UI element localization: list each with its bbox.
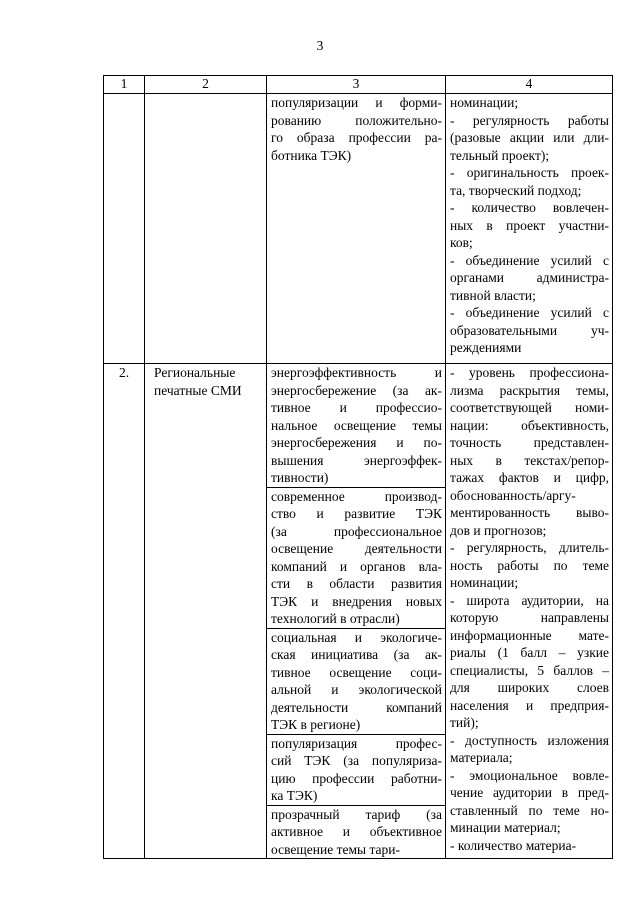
row2-criteria-line: населения и предприя- <box>450 697 609 713</box>
header-cell-4: 4 <box>446 76 613 94</box>
row1-criteria-line: - количество вовлечен- <box>450 200 609 215</box>
row2-criteria-line: соответствующей номи- <box>450 400 609 415</box>
row1-criteria-line: реждениями <box>450 340 522 355</box>
row2-topic-line: энергоэффективность и <box>271 365 442 380</box>
row2-criteria-line: номинации; <box>450 575 519 590</box>
row1-criteria-line: - регулярность работы <box>450 112 609 128</box>
row2-topic-line: активное и объективное <box>271 824 442 839</box>
row2-topic-line: альной и экологической <box>271 682 442 697</box>
row2-topic-line: энергосбережение (за ак- <box>271 382 442 398</box>
row2-criteria-line: материала; <box>450 750 513 765</box>
row2-criteria-line: - эмоциональное вовле- <box>450 767 609 783</box>
row1-criteria-line: тельный проект); <box>450 147 550 163</box>
header-cell-1: 1 <box>104 76 145 94</box>
row1-criteria-line: тивной власти; <box>450 287 536 303</box>
row2-criteria-line: ных в текстах/репор- <box>450 452 609 468</box>
row2-topic-line: технологий в отрасли) <box>271 611 400 626</box>
row2-criteria-line: - уровень профессиона- <box>450 365 609 380</box>
row2-criteria-line: специалисты, 5 баллов – <box>450 662 609 678</box>
row2-topic-line: цию профессии работни- <box>271 770 442 786</box>
row1-criteria-line: ных в проект участни- <box>450 217 609 233</box>
row2-number: 2. <box>118 365 130 380</box>
row2-topic-block <box>267 364 445 487</box>
row1-topic-line: популяризации и форми- <box>271 95 442 110</box>
header-cell-2: 2 <box>145 76 267 94</box>
row1-criteria-line: (разовые акции или дли- <box>450 130 609 145</box>
row2-criteria-line: информационные мате- <box>450 627 609 643</box>
row2-criteria-line: - широта аудитории, на <box>450 592 609 608</box>
row2-topic-line: компаний и органов вла- <box>271 558 442 574</box>
row1-criteria-line: ков; <box>450 235 473 250</box>
row2-topic-line: тивное освещение соци- <box>271 664 442 680</box>
row1-topic-line: ботника ТЭК) <box>271 147 352 163</box>
row2-criteria-text <box>446 364 612 854</box>
row2-topic-block <box>267 734 445 805</box>
criteria-table <box>103 75 613 859</box>
page-number: 3 <box>316 38 324 53</box>
row2-criteria-line: чение аудитории в пред- <box>450 785 609 800</box>
row2-criteria-cell <box>446 364 613 859</box>
row1-topic-line: го образа профессии ра- <box>271 130 442 145</box>
row1-topic-text <box>267 94 445 164</box>
row2-criteria-line: - регулярность, длитель- <box>450 540 609 555</box>
row1-topic-line: рованию положительно- <box>271 112 442 128</box>
row2-criteria-line: ментированность выво- <box>450 505 609 520</box>
row2-criteria-line: обоснованность/аргу- <box>450 487 576 503</box>
row2-topic-line: тивности) <box>271 470 329 485</box>
row1-criteria-text <box>446 94 612 357</box>
row2-topic-line: ТЭК в регионе) <box>271 717 361 732</box>
row2-topic-line: (за профессиональное <box>271 523 442 539</box>
header-cell-3: 3 <box>267 76 446 94</box>
row2-criteria-line: которую направлены <box>450 610 609 625</box>
row2-criteria-line: нации: объективность, <box>450 417 609 433</box>
table-row-2 <box>104 364 613 859</box>
row2-criteria-line: тажах фактов и цифр, <box>450 470 609 485</box>
row2-topic-line: прозрачный тариф (за <box>271 806 442 822</box>
row1-criteria-line: та, творческий подход; <box>450 182 582 198</box>
row2-topic-line: деятельности компаний <box>271 699 442 715</box>
row2-criteria-line: дов и прогнозов; <box>450 522 547 538</box>
row2-topic-line: социальная и экологиче- <box>271 629 442 645</box>
row2-criteria-line: - доступность изложения <box>450 732 609 748</box>
row2-topic-block <box>267 487 445 628</box>
row2-criteria-line: риалы (1 балл – узкие <box>450 645 609 660</box>
row2-topic-line: сий ТЭК (за популяриза- <box>271 753 442 768</box>
row2-topic-line: ство и развитие ТЭК <box>271 506 442 521</box>
row2-topic-line: энергосбережения и по- <box>271 435 442 450</box>
row1-criteria-line: номинации; <box>450 95 519 110</box>
row2-criteria-line: точность представлен- <box>450 435 609 450</box>
row2-topic-block <box>267 628 445 734</box>
row2-topic-line: освещение темы тари- <box>271 841 400 857</box>
row2-topic-line: вышения энергоэффек- <box>271 452 442 468</box>
row2-topic-line: ка ТЭК) <box>271 788 318 803</box>
row2-criteria-line: ность работы по теме <box>450 557 609 573</box>
row2-topics-cell <box>267 364 446 859</box>
row2-criteria-line: ставленный по теме но- <box>450 802 609 818</box>
row2-topic-line: популяризация профес- <box>271 735 442 751</box>
row2-criteria-line: - количество материа- <box>450 837 577 853</box>
row2-topic-line: современное производ- <box>271 488 442 504</box>
row1-number-cell <box>104 94 145 364</box>
row1-name-cell <box>145 94 267 364</box>
row2-topic-line: нальное освещение темы <box>271 417 442 433</box>
row2-number-cell <box>104 364 145 859</box>
row2-name-line-2: печатные СМИ <box>154 382 242 398</box>
table-row-continuation <box>104 94 613 364</box>
row2-criteria-line: минации материал; <box>450 820 561 835</box>
row1-criteria-line: - объединение усилий с <box>450 252 609 268</box>
row2-name-cell <box>145 364 267 859</box>
row2-name-line-1: Региональные <box>154 365 236 380</box>
row2-topic-line: тивное и профессио- <box>271 400 442 415</box>
row2-topic-block <box>267 805 445 859</box>
row2-topic-line: ская инициатива (за ак- <box>271 647 442 662</box>
row2-criteria-line: для широких слоев <box>450 680 609 695</box>
row1-criteria-line: - объединение усилий с <box>450 305 609 320</box>
row2-topic-line: сти в области развития <box>271 576 442 591</box>
row2-criteria-line: лизма раскрытия темы, <box>450 382 609 398</box>
row2-topic-line: ТЭК и внедрения новых <box>271 593 442 609</box>
row2-topics-list <box>267 364 445 858</box>
row1-criteria-line: образовательными уч- <box>450 322 609 338</box>
row2-topic-line: освещение деятельности <box>271 541 442 556</box>
row2-criteria-line: тий); <box>450 715 479 730</box>
row1-topic-cell <box>267 94 446 364</box>
row1-criteria-line: органами администра- <box>450 270 609 285</box>
row1-criteria-cell <box>446 94 613 364</box>
table-header-row <box>104 76 613 94</box>
row1-criteria-line: - оригинальность проек- <box>450 165 609 180</box>
